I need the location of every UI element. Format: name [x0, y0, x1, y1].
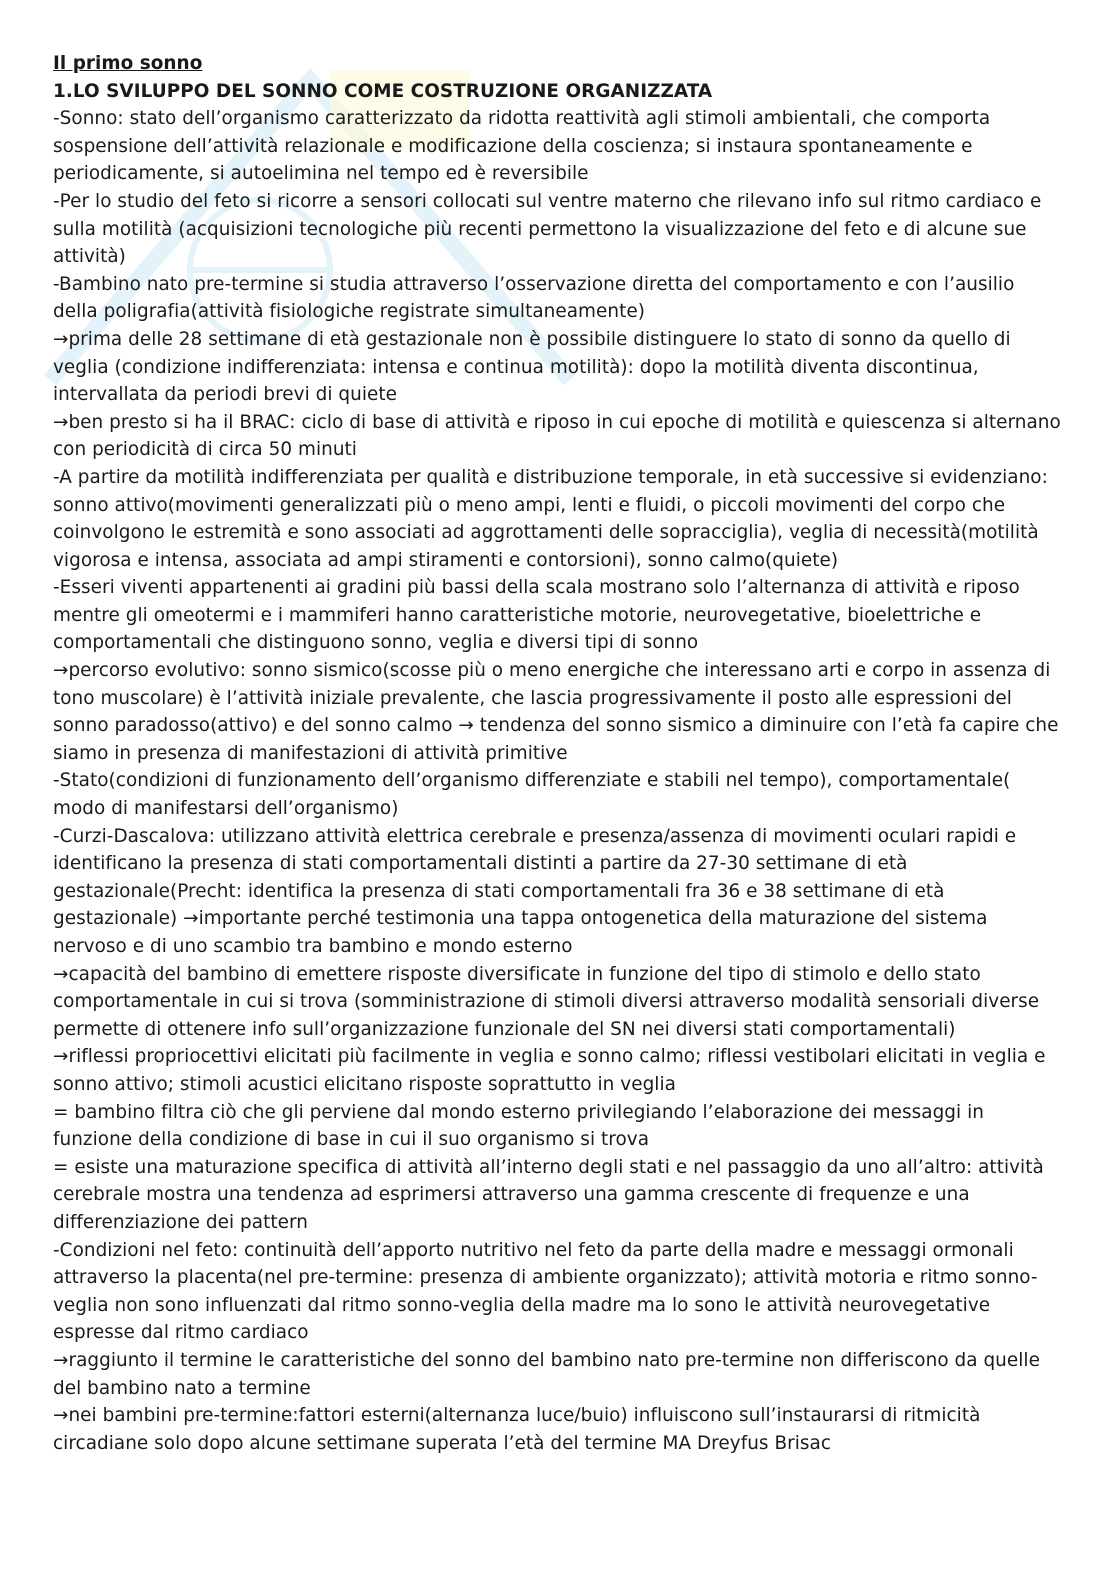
paragraph: -Bambino nato pre-termine si studia attraverso l’osservazione diretta del comportamento e con l’ausilio della poligrafia(attività fisiologiche registrate simultaneamente): [53, 273, 1015, 323]
paragraph-list: [53, 105, 1063, 1457]
section-heading: 1.LO SVILUPPO DEL SONNO COME COSTRUZIONE ORGANIZZATA: [53, 80, 713, 102]
paragraph: →riflessi propriocettivi elicitati più facilmente in veglia e sonno calmo; riflessi vestibolari elicitati in veglia e sonno attivo; stimoli acustici elicitano risposte soprattutto in veglia: [53, 1046, 1046, 1095]
paragraph: →nei bambini pre-termine:fattori esterni(alternanza luce/buio) influiscono sull’instaurarsi di ritmicità circadiane solo dopo alcune settimane superata l’età del termine MA Dreyfus Brisac: [53, 1405, 981, 1454]
paragraph: -Stato(condizioni di funzionamento dell’organismo differenziate e stabili nel tempo), comportamentale( modo di manifestarsi dell’organismo): [53, 770, 1011, 820]
paragraph: →raggiunto il termine le caratteristiche del sonno del bambino nato pre-termine non differiscono da quelle del bambino nato a termine: [53, 1349, 1040, 1399]
paragraph: →ben presto si ha il BRAC: ciclo di base di attività e riposo in cui epoche di motilità e quiescenza si alternano con periodicità di circa 50 minuti: [53, 411, 1061, 461]
paragraph: -Sonno: stato dell’organismo caratterizzato da ridotta reattività agli stimoli ambientali, che comporta sospensione dell’attività relazionale e modificazione della coscienza; si instaura spontaneamente e periodicamente, si autoelimina nel tempo ed è reversibile: [53, 108, 991, 185]
document-title: Il primo sonno: [53, 53, 203, 74]
paragraph: -Esseri viventi appartenenti ai gradini più bassi della scala mostrano solo l’alternanza di attività e riposo mentre gli omeotermi e i mammiferi hanno caratteristiche motorie, neurovegetative, bioelettriche e comportamentali che distinguono sonno, veglia e diversi tipi di sonno: [53, 577, 1020, 654]
paragraph: →percorso evolutivo: sonno sismico(scosse più o meno energiche che interessano arti e corpo in assenza di tono muscolare) è l’attività iniziale prevalente, che lascia progressivamente il posto alle espressioni del sonno paradosso(attivo) e del sonno calmo → tendenza del sonno sismico a diminuire con l’età fa capire che siamo in presenza di manifestazioni di attività primitive: [53, 660, 1059, 764]
paragraph: -Condizioni nel feto: continuità dell’apporto nutritivo nel feto da parte della madre e messaggi ormonali attraverso la placenta(nel pre-termine: presenza di ambiente organizzato); attività motoria e ritmo sonno-veglia non sono influenzati dal ritmo sonno-veglia della madre ma lo sono le attività neurovegetative espresse dal ritmo cardiaco: [53, 1239, 1038, 1344]
paragraph: = esiste una maturazione specifica di attività all’interno degli stati e nel passaggio da uno all’altro: attività cerebrale mostra una tendenza ad esprimersi attraverso una gamma crescente di frequenze e una differenziazione dei pattern: [53, 1156, 1044, 1233]
paragraph: →capacità del bambino di emettere risposte diversificate in funzione del tipo di stimolo e dello stato comportamentale in cui si trova (somministrazione di stimoli diversi attraverso modalità sensoriali diverse permette di ottenere info sull’organizzazione funzionale del SN nei diversi stati comportamentali): [53, 963, 1040, 1040]
paragraph: →prima delle 28 settimane di età gestazionale non è possibile distinguere lo stato di sonno da quello di veglia (condizione indifferenziata: intensa e continua motilità): dopo la motilità diventa discontinua, intervallata da periodi brevi di quiete: [53, 328, 1011, 406]
paragraph: -Per lo studio del feto si ricorre a sensori collocati sul ventre materno che rilevano info sul ritmo cardiaco e sulla motilità (acquisizioni tecnologiche più recenti permettono la visualizzazione del feto e di alcune sue attività): [53, 190, 1042, 268]
document-page: [53, 50, 1063, 1457]
paragraph: -Curzi-Dascalova: utilizzano attività elettrica cerebrale e presenza/assenza di movimenti oculari rapidi e identificano la presenza di stati comportamentali distinti a partire da 27-30 settimane di età gestazionale(Precht: identifica la presenza di stati comportamentali fra 36 e 38 settimane di età gestazionale) →importante perché testimonia una tappa ontogenetica della maturazione del sistema nervoso e di uno scambio tra bambino e mondo esterno: [53, 825, 1017, 957]
paragraph: -A partire da motilità indifferenziata per qualità e distribuzione temporale, in età successive si evidenziano: sonno attivo(movimenti generalizzati più o meno ampi, lenti e fluidi, o piccoli movimenti del corpo che coinvolgono le estremità e sono associati ad aggrottamenti delle sopracciglia), veglia di necessità(motilità vigorosa e intensa, associata ad ampi stiramenti e contorsioni), sonno calmo(quiete): [53, 466, 1048, 571]
paragraph: = bambino filtra ciò che gli perviene dal mondo esterno privilegiando l’elaborazione dei messaggi in funzione della condizione di base in cui il suo organismo si trova: [53, 1101, 984, 1151]
